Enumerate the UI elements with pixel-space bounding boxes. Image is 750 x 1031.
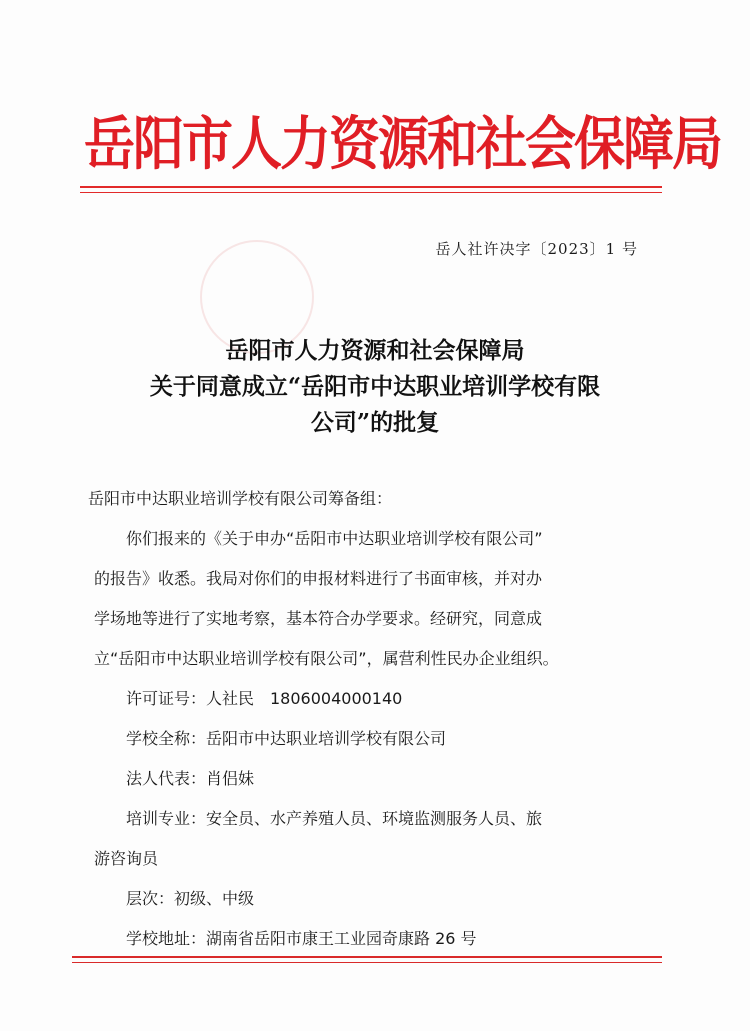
- paragraph-line-4: 立“岳阳市中达职业培训学校有限公司”，属营利性民办企业组织。: [94, 649, 559, 668]
- training-specialties-line-1: 培训专业：安全员、水产养殖人员、环境监测服务人员、旅: [126, 809, 543, 828]
- license-number: 许可证号：人社民 1806004000140: [126, 689, 403, 708]
- paragraph-line-1: 你们报来的《关于申办“岳阳市中达职业培训学校有限公司”: [126, 529, 543, 548]
- paragraph-line-2: 的报告》收悉。我局对你们的申报材料进行了书面审核，并对办: [94, 569, 543, 588]
- letterhead-title: 岳阳市人力资源和社会保障局: [84, 110, 722, 178]
- training-level: 层次：初级、中级: [126, 889, 255, 908]
- title-line-2: 关于同意成立“岳阳市中达职业培训学校有限: [149, 373, 601, 400]
- title-line-1: 岳阳市人力资源和社会保障局: [225, 337, 525, 364]
- school-address: 学校地址：湖南省岳阳市康王工业园奇康路 26 号: [126, 929, 477, 948]
- title-line-3: 公司”的批复: [310, 409, 440, 436]
- legal-representative: 法人代表：肖侣妹: [126, 769, 255, 788]
- document-number: 岳人社许决字〔2023〕1 号: [435, 240, 638, 258]
- bottom-rule-thick: [72, 956, 662, 958]
- letterhead-rule-thick: [80, 186, 662, 188]
- letterhead-rule-thin: [80, 192, 662, 193]
- training-specialties-line-2: 游咨询员: [94, 849, 159, 868]
- bottom-rule-thin: [72, 962, 662, 963]
- paragraph-line-3: 学场地等进行了实地考察，基本符合办学要求。经研究，同意成: [94, 609, 543, 628]
- addressee: 岳阳市中达职业培训学校有限公司筹备组：: [88, 489, 393, 508]
- school-full-name: 学校全称：岳阳市中达职业培训学校有限公司: [126, 729, 447, 748]
